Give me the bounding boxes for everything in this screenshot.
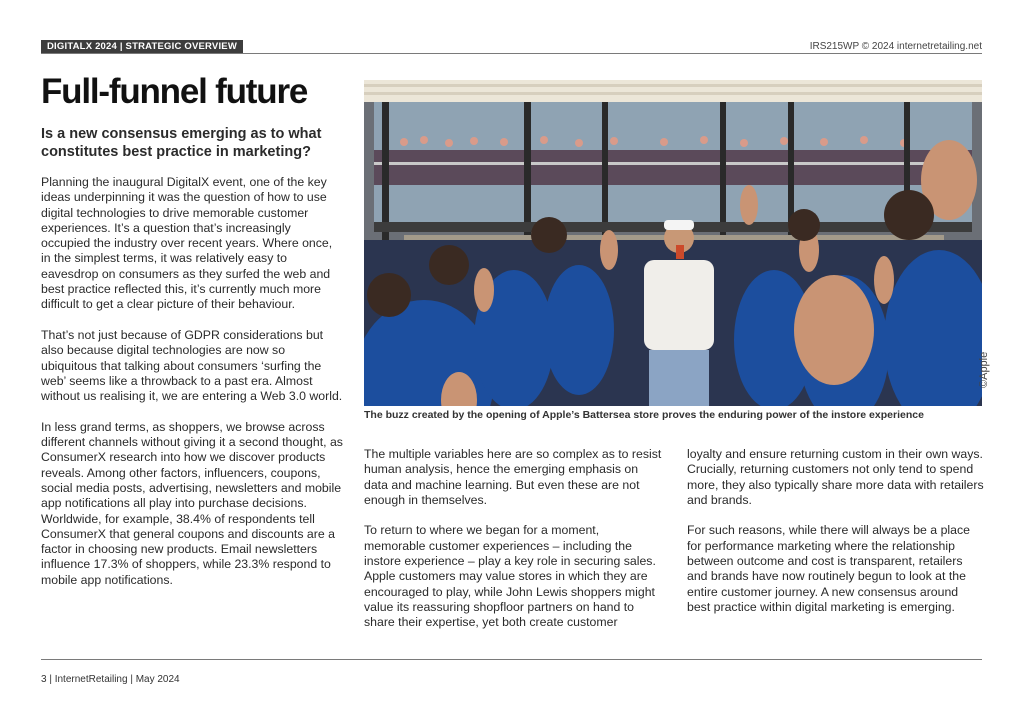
photo-credit: ©Apple [978, 351, 990, 388]
section-tag: DIGITALX 2024 | STRATEGIC OVERVIEW [41, 40, 243, 54]
body-paragraph: To return to where we began for a moment, memorable customer experiences – including the instore experience – play a key role in securing sales. Apple customers may value stores in which they are encouraged to play, while John Lewis shoppers might value its reassuring shopfloor partners on hand to share their expertise, yet both create customer [364, 523, 656, 630]
body-paragraph: In less grand terms, as shoppers, we browse across different channels without giving it a second thought, as ConsumerX research into how we discover products reveals. Among other factors, influencers, coupons, social media posts, advertising, newsletters and mobile app notifications all play into purchase decisions. Worldwide, for example, 38.4% of respondents tell ConsumerX that general coupons and discounts are a factor in choosing new products. Email newsletters influence 17.3% of shoppers, while 23.3% respond to mobile app notifications. [41, 419, 343, 587]
body-paragraph: Planning the inaugural DigitalX event, one of the key ideas underpinning it was the question of how to use digital technologies to drive memorable customer experiences. It’s a question that’s increasingly occupied the industry over recent years. Where once, in the simplest terms, it was relatively easy to eavesdrop on consumers as they surfed the web and best practice reflected this, it’s currently much more difficult to get a clear picture of their behaviour. [41, 175, 333, 312]
article-title: Full-funnel future [41, 72, 308, 111]
body-column-3 [687, 447, 984, 631]
body-paragraph: loyalty and ensure returning custom in their own ways. Crucially, returning customers not only tend to spend more, they also typically share more data with retailers and brands. [687, 447, 984, 507]
footer-rule [41, 659, 982, 660]
body-paragraph: For such reasons, while there will always be a place for performance marketing where the relationship between outcome and cost is transparent, retailers and brands have now routinely begun to look at the entire customer journey. A new consensus around best practice within digital marketing is emerging. [687, 523, 970, 614]
store-opening-photo [364, 80, 982, 406]
body-column-1 [41, 175, 343, 603]
page-footer: 3 | InternetRetailing | May 2024 [41, 674, 180, 685]
photo-illustration [364, 80, 982, 406]
standfirst: Is a new consensus emerging as to what constitutes best practice in marketing? [41, 126, 322, 160]
photo-caption: The buzz created by the opening of Apple’s Battersea store proves the enduring power of the instore experience [364, 409, 924, 421]
document-reference: IRS215WP © 2024 internetretailing.net [809, 41, 982, 52]
body-column-2 [364, 447, 664, 646]
body-paragraph: The multiple variables here are so complex as to resist human analysis, hence the emerging emphasis on data and machine learning. But even these are not enough in themselves. [364, 447, 662, 507]
body-paragraph: That’s not just because of GDPR considerations but also because digital technologies are now so ubiquitous that talking about consumers ‘surfing the web’ seems like a throwback to a past era. Almost without us realising it, we are entering a Web 3.0 world. [41, 327, 343, 404]
running-header [41, 40, 982, 54]
